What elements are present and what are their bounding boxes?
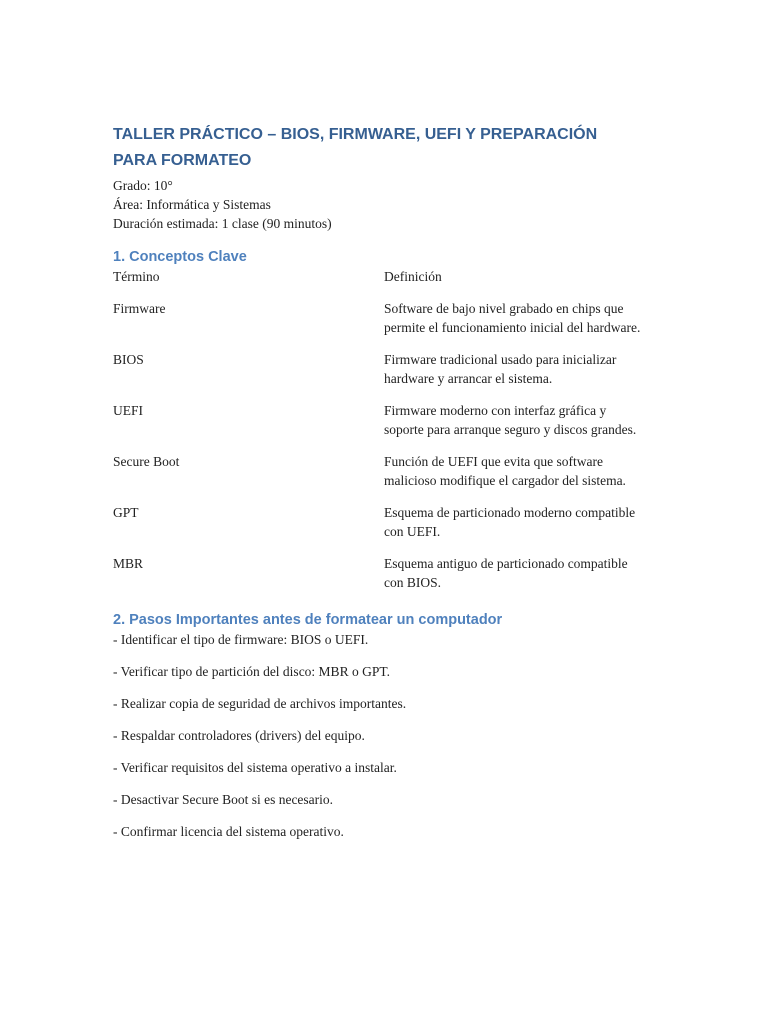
column-header-term: Término (113, 269, 160, 284)
definition-cell: Software de bajo nivel grabado en chips que permite el funcionamiento inicial del hardware. (384, 301, 641, 335)
definition-cell: Esquema de particionado moderno compatible con UEFI. (384, 505, 636, 539)
definition-cell: Esquema antiguo de particionado compatible con BIOS. (384, 556, 628, 590)
meta-area: Área: Informática y Sistemas (113, 197, 271, 212)
concepts-table (113, 267, 653, 592)
table-row (113, 401, 653, 439)
list-item: - Realizar copia de seguridad de archivos importantes. (113, 696, 407, 711)
table-row (113, 554, 653, 592)
table-row (113, 299, 653, 337)
definition-cell: Firmware tradicional usado para inicializar hardware y arrancar el sistema. (384, 352, 617, 386)
section-2-heading: 2. Pasos Importantes antes de formatear un computador (113, 612, 503, 628)
term-cell: Firmware (113, 301, 166, 316)
term-cell: GPT (113, 505, 139, 520)
term-cell: Secure Boot (113, 454, 180, 469)
meta-grade: Grado: 10° (113, 178, 173, 193)
list-item: - Respaldar controladores (drivers) del equipo. (113, 728, 365, 743)
definition-cell: Función de UEFI que evita que software malicioso modifique el cargador del sistema. (384, 454, 626, 488)
section-1-heading: 1. Conceptos Clave (113, 249, 247, 265)
document-title: TALLER PRÁCTICO – BIOS, FIRMWARE, UEFI Y PREPARACIÓN PARA FORMATEO (113, 126, 598, 169)
table-row (113, 350, 653, 388)
list-item: - Identificar el tipo de firmware: BIOS o UEFI. (113, 632, 369, 647)
table-row (113, 452, 653, 490)
meta-duration: Duración estimada: 1 clase (90 minutos) (113, 216, 332, 231)
document-meta (113, 176, 653, 233)
term-cell: UEFI (113, 403, 143, 418)
table-row (113, 503, 653, 541)
document-body (113, 122, 653, 854)
list-item: - Verificar tipo de partición del disco: MBR o GPT. (113, 664, 390, 679)
list-item: - Confirmar licencia del sistema operativo. (113, 824, 344, 839)
definition-cell: Firmware moderno con interfaz gráfica y soporte para arranque seguro y discos grandes. (384, 403, 637, 437)
list-item: - Desactivar Secure Boot si es necesario. (113, 792, 334, 807)
list-item: - Verificar requisitos del sistema operativo a instalar. (113, 760, 397, 775)
table-header-row (113, 267, 653, 286)
term-cell: MBR (113, 556, 144, 571)
steps-list (113, 630, 653, 841)
term-cell: BIOS (113, 352, 144, 367)
column-header-definition: Definición (384, 269, 442, 284)
